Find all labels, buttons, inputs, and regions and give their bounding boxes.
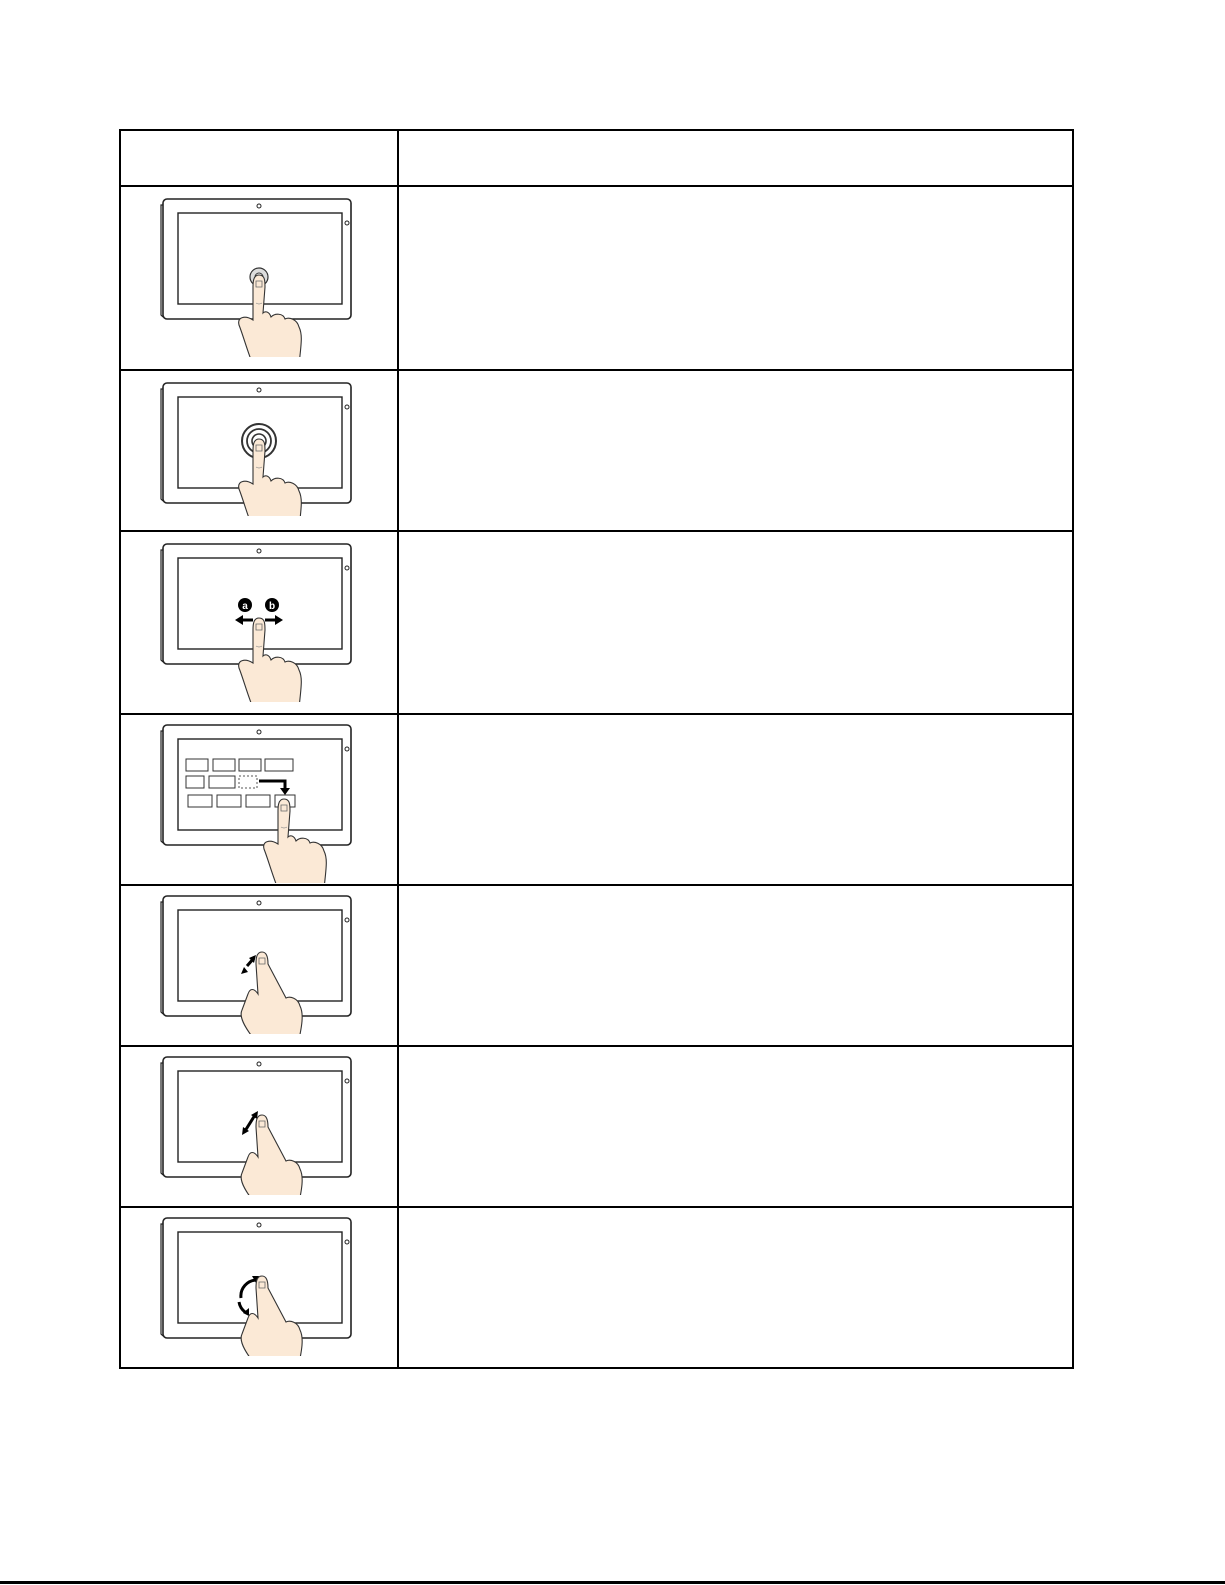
- label-a: a: [242, 600, 248, 612]
- header-description-cell: [398, 130, 1073, 186]
- table-row: [120, 714, 1073, 885]
- gesture-illustration-cell: [120, 370, 398, 531]
- pinch-in-gesture-icon: [159, 894, 359, 1034]
- drag-gesture-icon: [159, 723, 359, 883]
- table-row: [120, 1046, 1073, 1207]
- pinch-out-gesture-icon: [159, 1055, 359, 1195]
- gesture-illustration-cell: [120, 885, 398, 1046]
- gesture-description: [398, 1046, 1073, 1207]
- gesture-description: [398, 885, 1073, 1046]
- label-b: b: [268, 600, 276, 612]
- header-gesture-cell: [120, 130, 398, 186]
- table-row: [120, 1207, 1073, 1368]
- gesture-description: [398, 714, 1073, 885]
- rotate-gesture-icon: [159, 1216, 359, 1356]
- gesture-illustration-cell: [120, 186, 398, 369]
- gesture-description: [398, 1207, 1073, 1368]
- table-row: [120, 531, 1073, 714]
- table-row: [120, 186, 1073, 369]
- gesture-illustration-cell: [120, 714, 398, 885]
- slide-gesture-icon: [159, 542, 359, 702]
- tap-hold-gesture-icon: [159, 381, 359, 516]
- gesture-description: [398, 370, 1073, 531]
- page-bottom-rule: [0, 1581, 1225, 1584]
- gesture-illustration-cell: [120, 1046, 398, 1207]
- table-header-row: [120, 130, 1073, 186]
- table-row: [120, 370, 1073, 531]
- gesture-description: [398, 186, 1073, 369]
- gesture-illustration-cell: [120, 531, 398, 714]
- table-row: [120, 885, 1073, 1046]
- gesture-illustration-cell: [120, 1207, 398, 1368]
- tap-gesture-icon: [159, 197, 359, 357]
- gesture-description: [398, 531, 1073, 714]
- gesture-table: [119, 129, 1074, 1369]
